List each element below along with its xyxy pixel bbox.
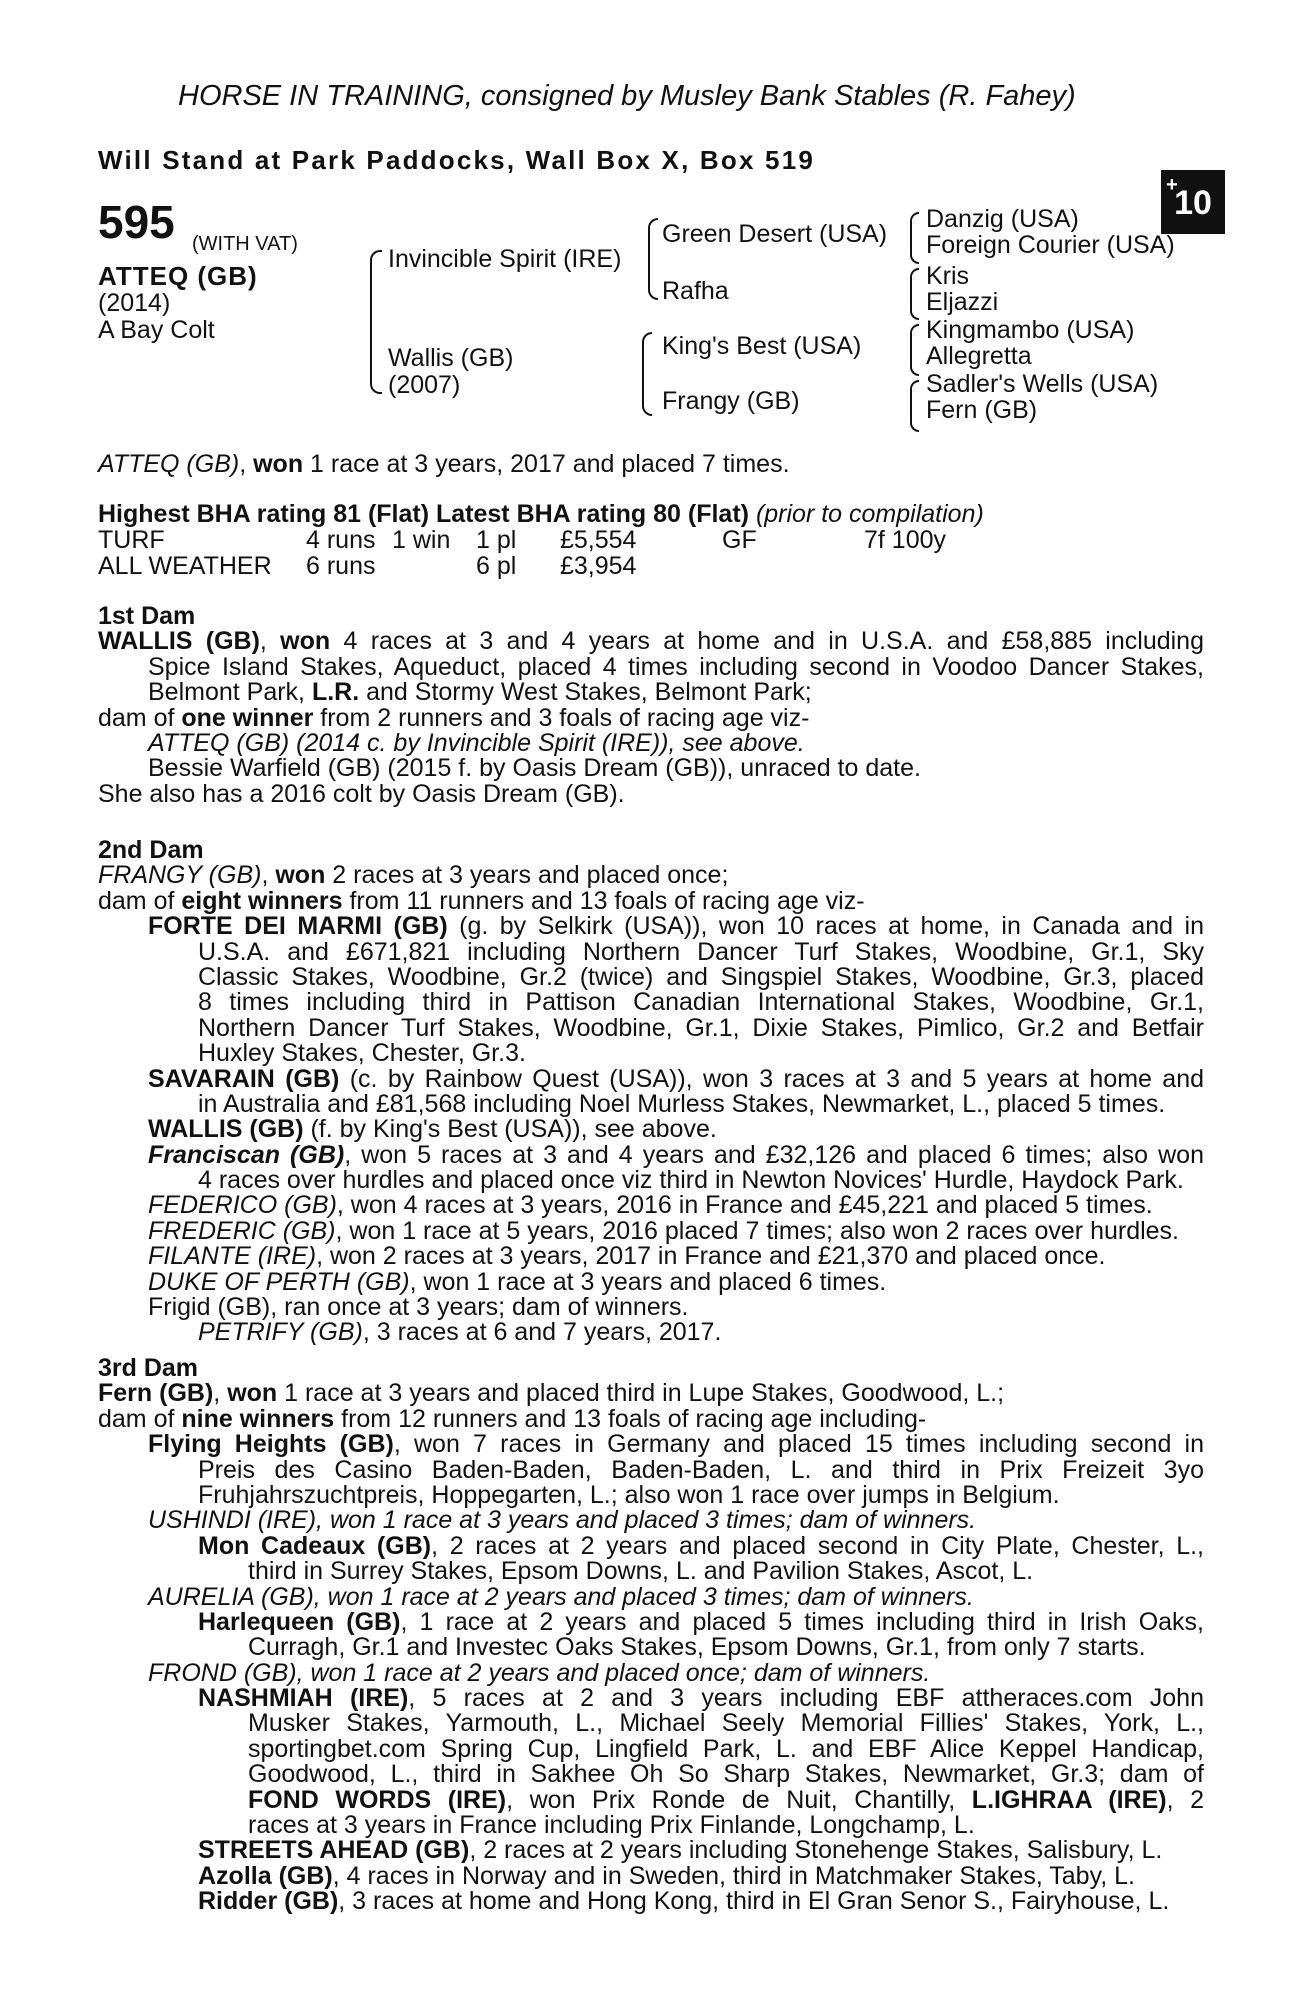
produce-item-cont: third in Surrey Stakes, Epsom Downs, L. and Pavilion Stakes, Ascot, L. (248, 1557, 1034, 1586)
produce-item: FEDERICO (GB), won 4 races at 3 years, 2016 in France and £45,221 and placed 5 times. (148, 1191, 1153, 1220)
produce-item: FROND (GB), won 1 race at 2 years and placed once; dam of winners. (148, 1658, 931, 1687)
produce-item: ATTEQ (GB) (2014 c. by Invincible Spirit (IRE)), see above. (148, 728, 805, 757)
produce-item-cont: sportingbet.com Spring Cup, Lingfield Park, L. and EBF Alice Keppel Handicap, (248, 1734, 1204, 1763)
produce-item-cont: in Australia and £81,568 including Noel Murless Stakes, Newmarket, L., placed 5 times. (198, 1089, 1166, 1118)
produce-item-cont: Fruhjahrszuchtpreis, Hoppegarten, L.; also won 1 race over jumps in Belgium. (198, 1480, 1060, 1509)
g-brace-1 (910, 212, 919, 264)
page-heading: HORSE IN TRAINING, consigned by Musley Bank Stables (R. Fahey) (178, 80, 1076, 112)
pedigree-dam-dam: Frangy (GB) (662, 387, 800, 415)
turf-going: GF (722, 526, 757, 554)
produce-item-cont: Musker Stakes, Yarmouth, L., Michael Seely Memorial Fillies' Stakes, York, L., (248, 1709, 1204, 1738)
race-summary: ATTEQ (GB), won 1 race at 3 years, 2017 and placed 7 times. (98, 450, 790, 478)
summary-won: won (253, 450, 304, 478)
pedigree-g2: Foreign Courier (USA) (926, 231, 1175, 259)
pedigree-sire-dam: Rafha (662, 277, 729, 305)
turf-surface: TURF (98, 526, 165, 554)
foaling-year: (2014) (98, 289, 171, 317)
produce-item-cont: Goodwood, L., third in Sakhee Oh So Sharp Stakes, Newmarket, Gr.3; dam of (248, 1760, 1204, 1789)
produce-item: STREETS AHEAD (GB), 2 races at 2 years including Stonehenge Stakes, Salisbury, L. (198, 1836, 1163, 1865)
pedigree-g1: Danzig (USA) (926, 205, 1079, 233)
pedigree-sire-sire: Green Desert (USA) (662, 220, 888, 248)
produce-item-cont: Northern Dancer Turf Stakes, Woodbine, Gr.1, Dixie Stakes, Pimlico, Gr.2 and Betfair (198, 1013, 1204, 1042)
third-dam-line: Fern (GB), won 1 race at 3 years and placed third in Lupe Stakes, Goodwood, L.; (98, 1379, 1005, 1408)
produce-item: Ridder (GB), 3 races at home and Hong Kong, third in El Gran Senor S., Fairyhouse, L. (198, 1887, 1170, 1916)
third-dam-produce-summary: dam of nine winners from 12 runners and 13 foals of racing age including- (98, 1404, 927, 1433)
catalogue-badge (1161, 170, 1225, 234)
summary-rest: 1 race at 3 years, 2017 and placed 7 times. (303, 450, 790, 478)
sire-line-brace (648, 218, 658, 300)
g-brace-2 (910, 268, 919, 320)
second-dam-section (98, 838, 1204, 1346)
aw-runs: 6 runs (306, 552, 376, 580)
second-dam-title: 2nd Dam (98, 836, 204, 864)
summary-horse: ATTEQ (GB) (98, 450, 240, 478)
produce-item-cont: 8 times including third in Pattison Canadian International Stakes, Woodbine, Gr.1, (198, 988, 1204, 1017)
produce-item-cont: Curragh, Gr.1 and Investec Oaks Stakes, Epsom Downs, Gr.1, from only 7 starts. (248, 1633, 1146, 1662)
produce-item: Frigid (GB), ran once at 3 years; dam of winners. (148, 1293, 689, 1322)
first-dam-line: Belmont Park, L.R. and Stormy West Stakes, Belmont Park; (148, 678, 812, 707)
produce-item-cont: U.S.A. and £671,821 including Northern Dancer Turf Stakes, Woodbine, Gr.1, Sky (198, 937, 1204, 966)
pedigree-sire: Invincible Spirit (IRE) (388, 245, 622, 273)
vat-note: (WITH VAT) (192, 233, 298, 255)
badge-number: 10 (1174, 184, 1212, 222)
turf-placed: 1 pl (476, 526, 517, 554)
produce-item: SAVARAIN (GB) (c. by Rainbow Quest (USA)), won 3 races at 3 and 5 years at home and (148, 1064, 1205, 1093)
produce-item: USHINDI (IRE), won 1 race at 3 years and placed 3 times; dam of winners. (148, 1506, 977, 1535)
produce-item: NASHMIAH (IRE), 5 races at 2 and 3 years including EBF attheraces.com John (198, 1684, 1204, 1713)
produce-item: FREDERIC (GB), won 1 race at 5 years, 2016 placed 7 times; also won 2 races over hurdles. (148, 1216, 1180, 1245)
first-dam-section (98, 604, 1204, 807)
produce-item: Mon Cadeaux (GB), 2 races at 2 years and placed second in City Plate, Chester, L., (198, 1531, 1205, 1560)
aw-surface: ALL WEATHER (98, 552, 272, 580)
g-brace-3 (910, 324, 919, 376)
produce-item: Franciscan (GB), won 5 races at 3 and 4 years and £32,126 and placed 6 times; also won (148, 1140, 1204, 1169)
first-dam-title: 1st Dam (98, 602, 196, 630)
horse-description: A Bay Colt (98, 316, 215, 344)
g-brace-4 (910, 380, 919, 432)
produce-item: FILANTE (IRE), won 2 races at 3 years, 2017 in France and £21,370 and placed once. (148, 1242, 1106, 1271)
produce-item-cont: Classic Stakes, Woodbine, Gr.2 (twice) and Singspiel Stakes, Woodbine, Gr.3, placed (198, 962, 1204, 991)
produce-item: Azolla (GB), 4 races in Norway and in Sweden, third in Matchmaker Stakes, Taby, L. (198, 1861, 1135, 1890)
pedigree-g8: Fern (GB) (926, 396, 1038, 424)
turf-runs: 4 runs (306, 526, 376, 554)
produce-item-cont: Huxley Stakes, Chester, Gr.3. (198, 1039, 526, 1068)
pedigree-g5: Kingmambo (USA) (926, 316, 1135, 344)
turf-distance: 7f 100y (864, 526, 947, 554)
produce-item-cont: races at 3 years in France including Prix Finlande, Longchamp, L. (248, 1811, 975, 1840)
produce-item-cont: Preis des Casino Baden-Baden, Baden-Baden, L. and third in Prix Freizeit 3yo (198, 1455, 1204, 1484)
aw-earnings: £3,954 (560, 552, 637, 580)
lot-number: 595 (98, 196, 175, 248)
third-dam-title: 3rd Dam (98, 1354, 199, 1382)
produce-item-cont: FOND WORDS (IRE), won Prix Ronde de Nuit, Chantilly, L.IGHRAA (IRE), 2 (248, 1785, 1205, 1814)
horse-name: ATTEQ (GB) (98, 261, 258, 291)
produce-item: Bessie Warfield (GB) (2015 f. by Oasis Dream (GB)), unraced to date. (148, 754, 921, 783)
dam-line-brace (642, 332, 652, 416)
pedigree-dam: Wallis (GB) (388, 344, 514, 372)
produce-item: WALLIS (GB) (f. by King's Best (USA)), see above. (148, 1115, 717, 1144)
produce-item-cont: PETRIFY (GB), 3 races at 6 and 7 years, 2017. (198, 1318, 722, 1347)
pedigree-g3: Kris (926, 262, 970, 290)
stand-location: Will Stand at Park Paddocks, Wall Box X, Box 519 (98, 145, 816, 175)
third-dam-section (98, 1356, 1204, 1915)
ratings-note: (prior to compilation) (755, 500, 984, 528)
turf-wins: 1 win (392, 526, 451, 554)
turf-earnings: £5,554 (560, 526, 637, 554)
produce-item: Harlequeen (GB), 1 race at 2 years and placed 5 times including third in Irish Oaks, (198, 1607, 1204, 1636)
ratings-label: Highest BHA rating 81 (Flat) Latest BHA rating 80 (Flat) (98, 500, 749, 528)
produce-item: Flying Heights (GB), won 7 races in Germany and placed 15 times including second in (148, 1430, 1205, 1459)
produce-item: DUKE OF PERTH (GB), won 1 race at 3 years and placed 6 times. (148, 1267, 887, 1296)
second-dam-produce-summary: dam of eight winners from 11 runners and 13 foals of racing age viz- (98, 886, 865, 915)
badge-plus: + (1166, 174, 1178, 196)
second-dam-line: FRANGY (GB), won 2 races at 3 years and placed once; (98, 861, 729, 890)
pedigree-dam-year: (2007) (388, 371, 461, 399)
first-dam-line: WALLIS (GB), won 4 races at 3 and 4 years at home and in U.S.A. and £58,885 including (98, 627, 1204, 656)
pedigree-g7: Sadler's Wells (USA) (926, 370, 1159, 398)
aw-placed: 6 pl (476, 552, 517, 580)
sire-dam-brace (370, 250, 382, 394)
first-dam-line: Spice Island Stakes, Aqueduct, placed 4 times including second in Voodoo Dancer Stakes, (148, 652, 1204, 681)
produce-item: FORTE DEI MARMI (GB) (g. by Selkirk (USA)), won 10 races at home, in Canada and in (148, 912, 1204, 941)
first-dam-produce-summary: dam of one winner from 2 runners and 3 foals of racing age viz- (98, 703, 810, 732)
ratings-line (98, 502, 984, 527)
pedigree-g4: Eljazzi (926, 288, 999, 316)
pedigree-dam-sire: King's Best (USA) (662, 332, 862, 360)
pedigree-g6: Allegretta (926, 342, 1032, 370)
produce-note: She also has a 2016 colt by Oasis Dream (GB). (98, 779, 625, 808)
produce-item-cont: 4 races over hurdles and placed once viz third in Newton Novices' Hurdle, Haydock Park. (198, 1166, 1184, 1195)
produce-item: AURELIA (GB), won 1 race at 2 years and placed 3 times; dam of winners. (148, 1582, 974, 1611)
